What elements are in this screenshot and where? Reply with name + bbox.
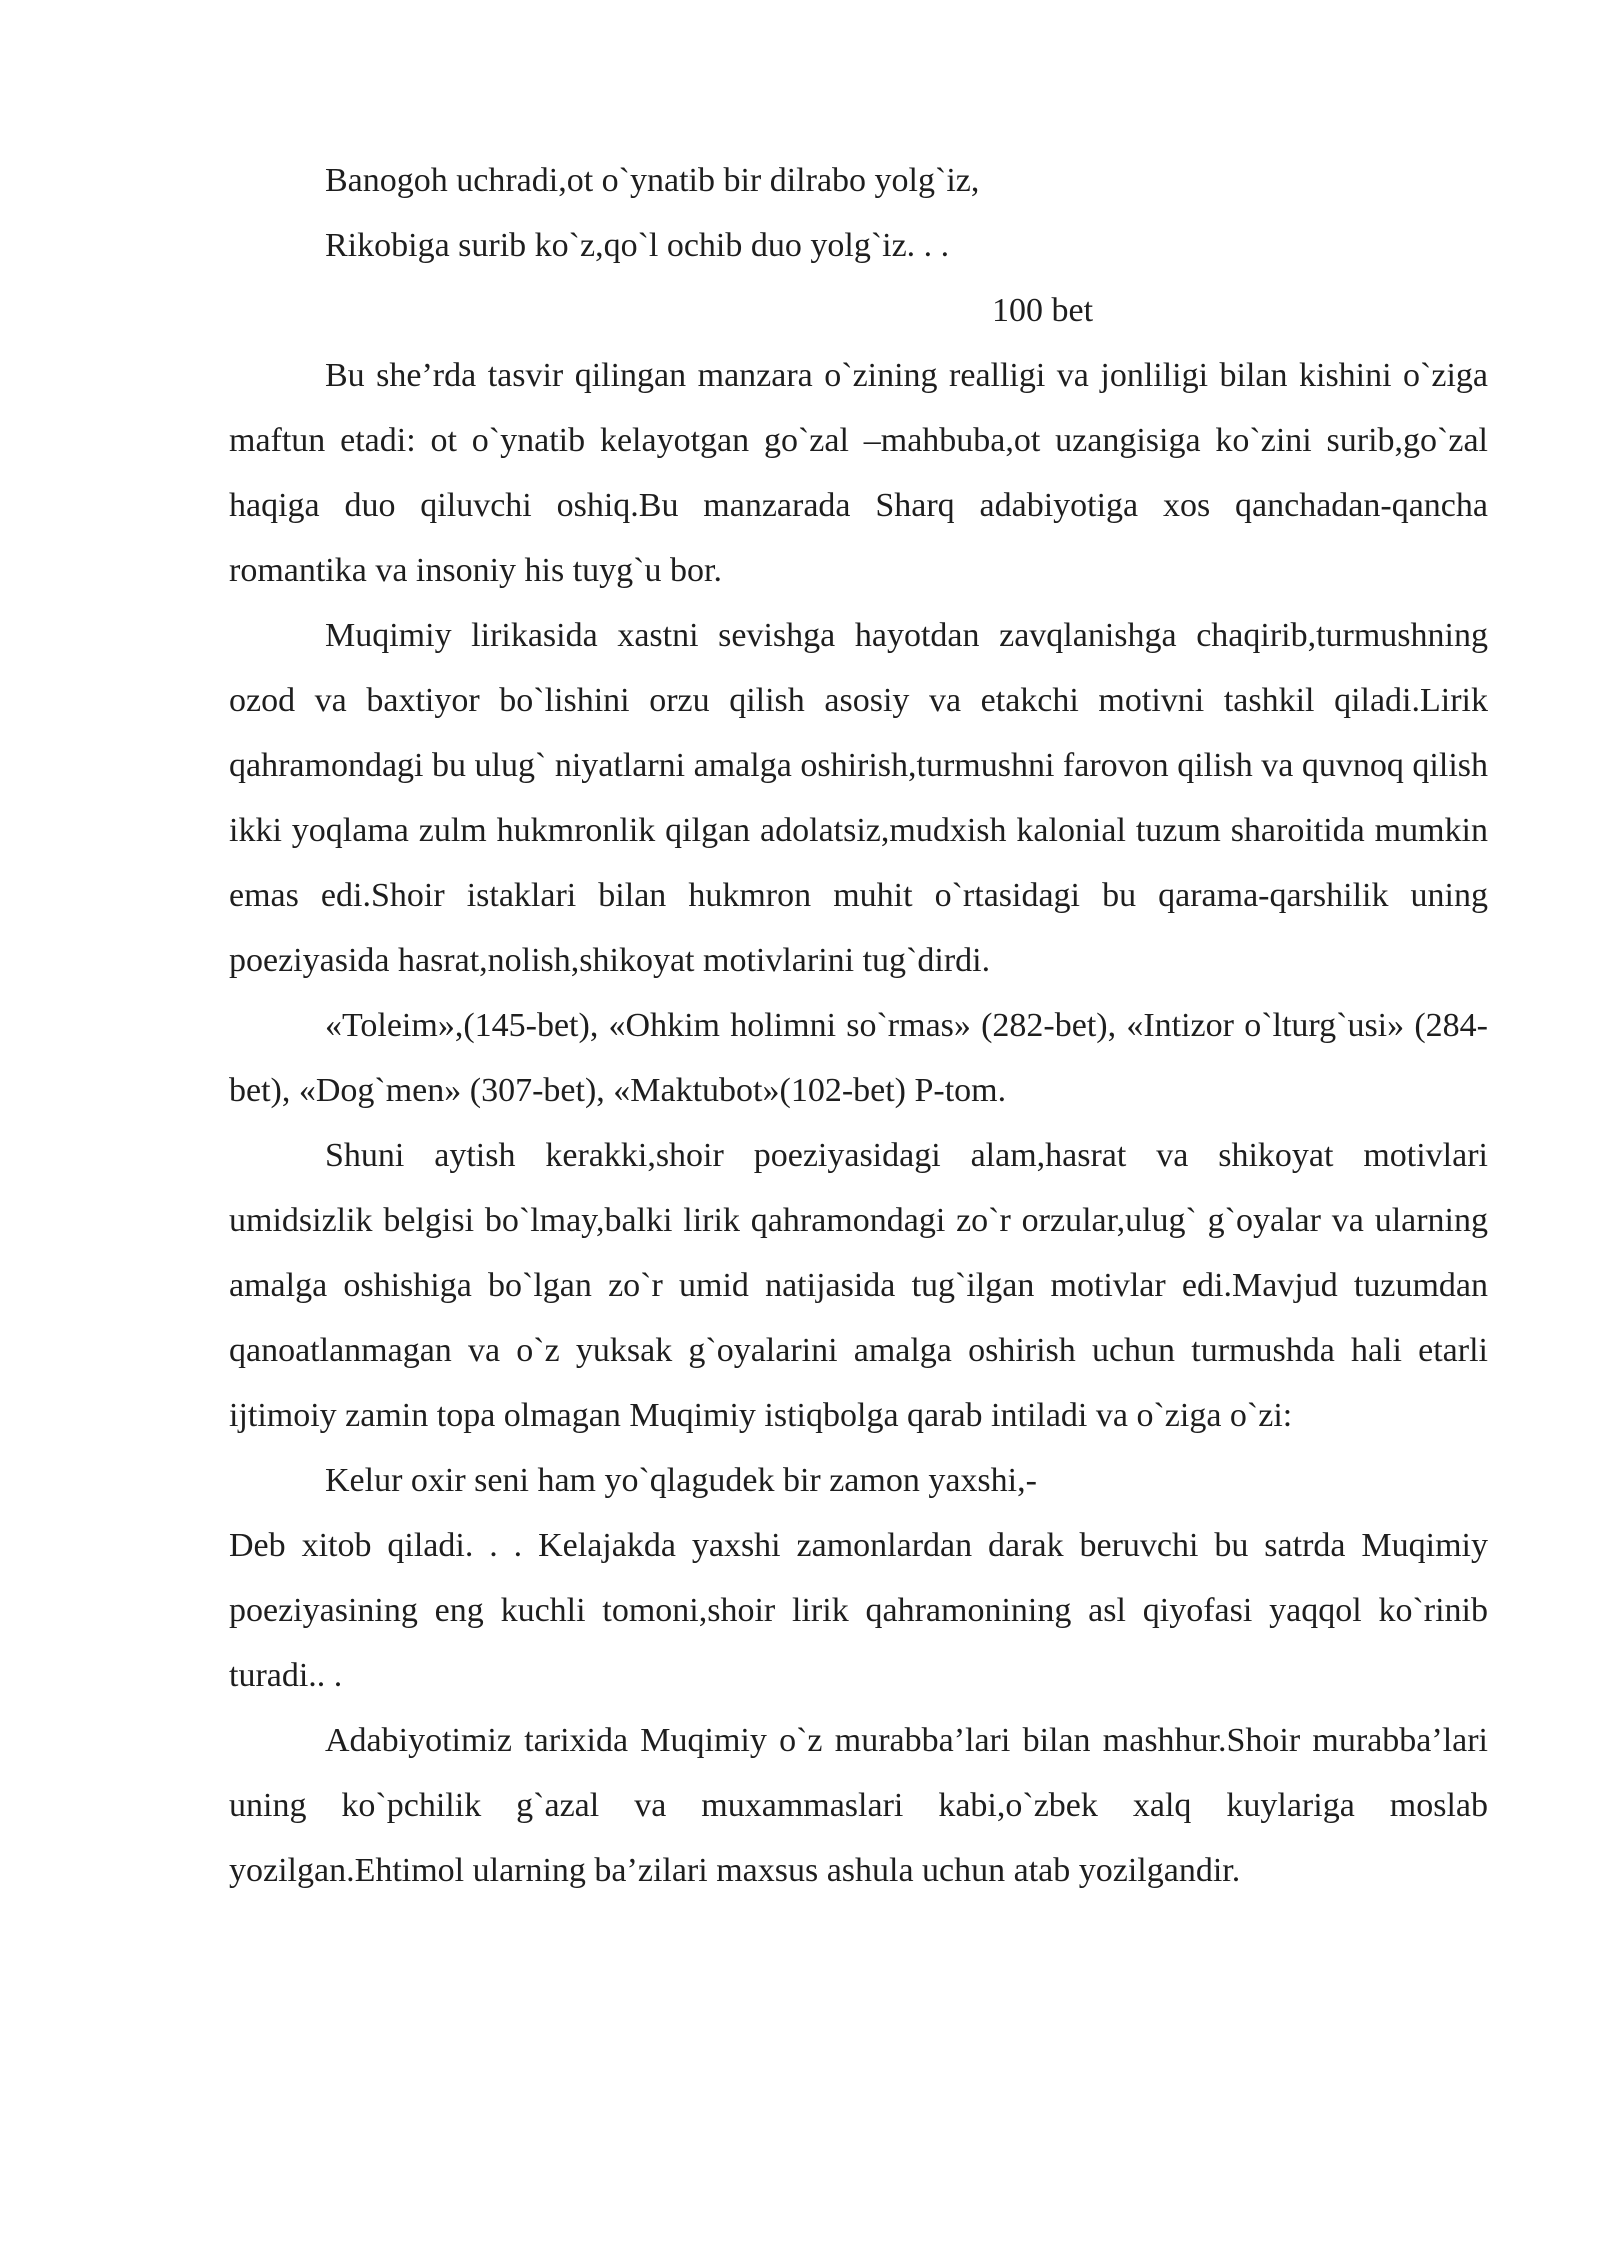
paragraph-4: Shuni aytish kerakki,shoir poeziyasidagi alam,hasrat va shikoyat motivlari umidsizlik belgisi bo`lmay,balki lirik qahramondagi zo`r orzular,ulug` g`oyalar va ularning amalga oshishiga bo`lgan zo`r umid natijasida tug`ilgan motivlar edi.Mavjud tuzumdan qanoatlanmagan va o`z yuksak g`oyalarini amalga oshirish uchun turmushda hali etarli ijtimoiy zamin topa olmagan Muqimiy istiqbolga qarab intiladi va o`ziga o`zi: [229, 1137, 1488, 1434]
paragraph-2: Muqimiy lirikasida xastni sevishga hayotdan zavqlanishga chaqirib,turmushning ozod va baxtiyor bo`lishini orzu qilish asosiy va etakchi motivni tashkil qiladi.Lirik qahramondagi bu ulug` niyatlarni amalga oshirish,turmushni farovon qilish va quvnoq qilish ikki yoqlama zulm hukmronlik qilgan adolatsiz,mudxish kalonial tuzum sharoitida mumkin emas edi.Shoir istaklari bilan hukmron muhit o`rtasidagi bu qarama-qarshilik uning poeziyasida hasrat,nolish,shikoyat motivlarini tug`dirdi. [229, 617, 1488, 979]
verse-line-2: Rikobiga surib ko`z,qo`l ochib duo yolg`iz. . . [325, 227, 950, 264]
paragraph-1: Bu she’rda tasvir qilingan manzara o`zining realligi va jonliligi bilan kishini o`ziga maftun etadi: ot o`ynatib kelayotgan go`zal –mahbuba,ot uzangisiga ko`zini surib,go`zal haqiga duo qiluvchi oshiq.Bu manzarada Sharq adabiyotiga xos qanchadan-qancha romantika va insoniy his tuyg`u bor. [229, 357, 1488, 589]
verse-line-1: Banogoh uchradi,ot o`ynatib bir dilrabo yolg`iz, [325, 162, 980, 199]
verse-line-3: Kelur oxir seni ham yo`qlagudek bir zamon yaxshi,- [325, 1462, 1037, 1499]
paragraph-3: «Toleim»,(145-bet), «Ohkim holimni so`rmas» (282-bet), «Intizor o`lturg`usi» (284-bet), «Dog`men» (307-bet), «Maktubot»(102-bet) P-tom. [229, 1007, 1488, 1109]
paragraph-6: Adabiyotimiz tarixida Muqimiy o`z murabba’lari bilan mashhur.Shoir murabba’lari uning ko`pchilik g`azal va muxammaslari kabi,o`zbek xalq kuylariga moslab yozilgan.Ehtimol ularning ba’zilari maxsus ashula uchun atab yozilgandir. [229, 1722, 1488, 1889]
page-reference: 100 bet [992, 292, 1094, 329]
paragraph-5: Deb xitob qiladi. . . Kelajakda yaxshi zamonlardan darak beruvchi bu satrda Muqimiy poeziyasining eng kuchli tomoni,shoir lirik qahramonining asl qiyofasi yaqqol ko`rinib turadi.. . [229, 1527, 1488, 1694]
document-page [229, 148, 1488, 1903]
